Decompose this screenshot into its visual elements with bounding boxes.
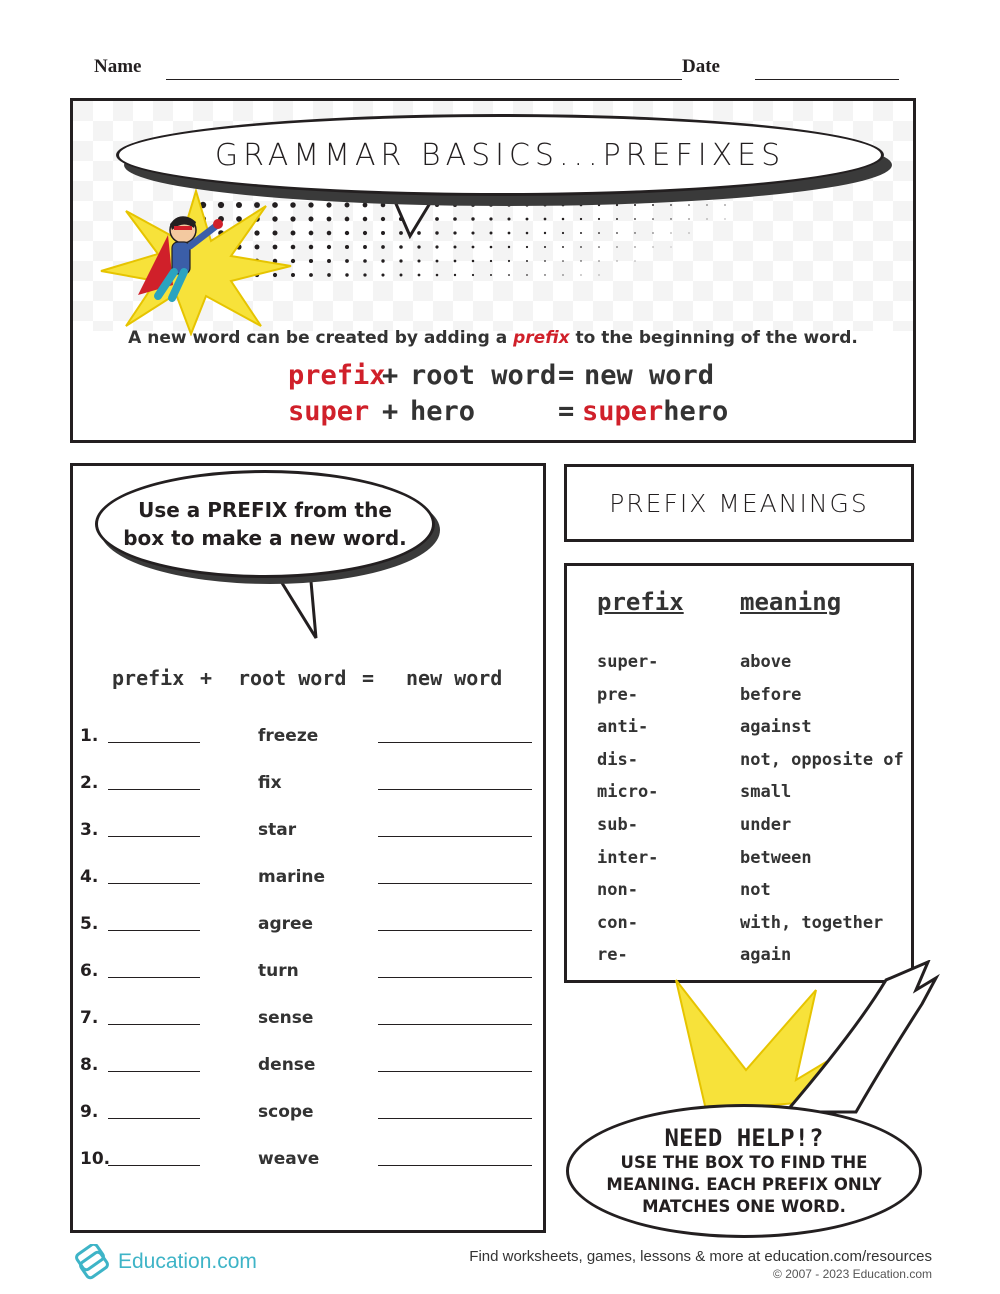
formula-prefix: prefix <box>288 360 386 391</box>
meaning-prefix: con- <box>597 912 638 933</box>
help-title: NEED HELP!? <box>664 1124 824 1152</box>
help-burst-graphic <box>556 960 996 1120</box>
example-prefix: super <box>288 396 370 427</box>
footer-copyright: © 2007 - 2023 Education.com <box>773 1267 932 1281</box>
question-root-word: sense <box>258 1008 314 1028</box>
question-number: 2. <box>80 773 99 793</box>
date-label: Date <box>682 56 720 77</box>
new-word-answer-field[interactable] <box>378 742 532 743</box>
new-word-answer-field[interactable] <box>378 1024 532 1025</box>
intro-before: A new word can be created by adding a <box>128 328 514 348</box>
meaning-text: not <box>740 880 771 901</box>
meaning-prefix: re- <box>597 945 628 966</box>
new-word-answer-field[interactable] <box>378 1118 532 1119</box>
footer-tagline: Find worksheets, games, lessons & more at education.com/resources <box>469 1248 932 1265</box>
prefix-answer-field[interactable] <box>108 930 200 931</box>
question-number: 3. <box>80 820 99 840</box>
new-word-answer-field[interactable] <box>378 977 532 978</box>
meaning-text: not, opposite of <box>740 749 904 770</box>
new-word-answer-field[interactable] <box>378 883 532 884</box>
new-word-answer-field[interactable] <box>378 1165 532 1166</box>
prefix-answer-field[interactable] <box>108 1118 200 1119</box>
meaning-text: under <box>740 815 792 835</box>
example-result-prefix: super <box>582 396 664 427</box>
question-number: 5. <box>80 914 99 934</box>
question-number: 6. <box>80 961 99 981</box>
question-root-word: turn <box>258 961 299 981</box>
column-new-word: new word <box>406 666 503 690</box>
meanings-title: PREFIX MEANINGS <box>564 464 914 542</box>
prefix-answer-field[interactable] <box>108 977 200 978</box>
formula-root-word: root word <box>410 360 557 391</box>
instructions-bubble-tail <box>270 566 330 646</box>
question-root-word: freeze <box>258 726 319 746</box>
question-root-word: fix <box>258 773 282 793</box>
prefix-answer-field[interactable] <box>108 1165 200 1166</box>
meaning-prefix: inter- <box>597 847 659 868</box>
column-prefix: prefix <box>112 666 185 690</box>
prefix-answer-field[interactable] <box>108 742 200 743</box>
intro-highlight: prefix <box>513 328 570 348</box>
superhero-icon <box>128 200 238 310</box>
question-root-word: star <box>258 820 297 840</box>
example-plus: + <box>382 396 399 427</box>
prefix-answer-field[interactable] <box>108 1071 200 1072</box>
formula-new-word: new word <box>584 360 715 391</box>
prefix-answer-field[interactable] <box>108 1024 200 1025</box>
example-result <box>582 396 728 427</box>
example-result-root: hero <box>663 396 729 427</box>
prefix-answer-field[interactable] <box>108 836 200 837</box>
meaning-text: with, together <box>740 912 884 933</box>
question-root-word: dense <box>258 1055 316 1075</box>
meaning-text: again <box>740 945 792 966</box>
meaning-prefix: non- <box>597 880 638 901</box>
meaning-prefix: dis- <box>597 749 638 770</box>
example-root: hero <box>410 396 476 427</box>
meaning-text: against <box>740 717 812 738</box>
new-word-answer-field[interactable] <box>378 930 532 931</box>
footer-brand: Education.com <box>118 1250 257 1273</box>
intro-sentence <box>72 328 914 348</box>
question-number: 10. <box>80 1149 111 1169</box>
column-plus: + <box>200 666 213 690</box>
name-label: Name <box>94 56 142 77</box>
question-number: 4. <box>80 867 99 887</box>
question-number: 8. <box>80 1055 99 1075</box>
meaning-text: before <box>740 684 802 705</box>
question-number: 7. <box>80 1008 99 1028</box>
education-logo-icon <box>72 1244 112 1280</box>
meaning-text: between <box>740 847 812 868</box>
meanings-head-meaning: meaning <box>740 588 842 616</box>
new-word-answer-field[interactable] <box>378 1071 532 1072</box>
prefix-answer-field[interactable] <box>108 789 200 790</box>
meaning-prefix: pre- <box>597 684 638 705</box>
name-field[interactable] <box>166 78 682 80</box>
question-root-word: agree <box>258 914 314 934</box>
meaning-prefix: micro- <box>597 782 659 803</box>
question-root-word: weave <box>258 1149 320 1169</box>
help-bubble <box>566 1104 922 1238</box>
page-title: GRAMMAR BASICS...PREFIXES <box>116 114 884 196</box>
meaning-prefix: anti- <box>597 717 649 738</box>
footer-brand-block <box>72 1244 257 1280</box>
meaning-text: small <box>740 782 792 803</box>
new-word-answer-field[interactable] <box>378 789 532 790</box>
meaning-text: above <box>740 652 792 672</box>
meaning-prefix: sub- <box>597 815 638 835</box>
formula-equals: = <box>558 360 575 391</box>
footer-info <box>469 1248 932 1281</box>
intro-after: to the beginning of the word. <box>569 328 858 348</box>
question-number: 9. <box>80 1102 99 1122</box>
question-root-word: scope <box>258 1102 314 1122</box>
date-field[interactable] <box>755 78 899 80</box>
formula-plus: + <box>382 360 399 391</box>
meanings-head-prefix: prefix <box>597 588 684 616</box>
column-root-word: root word <box>238 666 347 690</box>
example-equals: = <box>558 396 575 427</box>
instructions-bubble: Use a PREFIX from the box to make a new word. <box>95 470 435 578</box>
question-number: 1. <box>80 726 99 746</box>
new-word-answer-field[interactable] <box>378 836 532 837</box>
help-body: USE THE BOX TO FIND THE MEANING. EACH PREFIX ONLY MATCHES ONE WORD. <box>606 1153 882 1216</box>
meaning-prefix: super- <box>597 652 659 672</box>
prefix-answer-field[interactable] <box>108 883 200 884</box>
column-equals: = <box>362 666 375 690</box>
question-root-word: marine <box>258 867 326 887</box>
